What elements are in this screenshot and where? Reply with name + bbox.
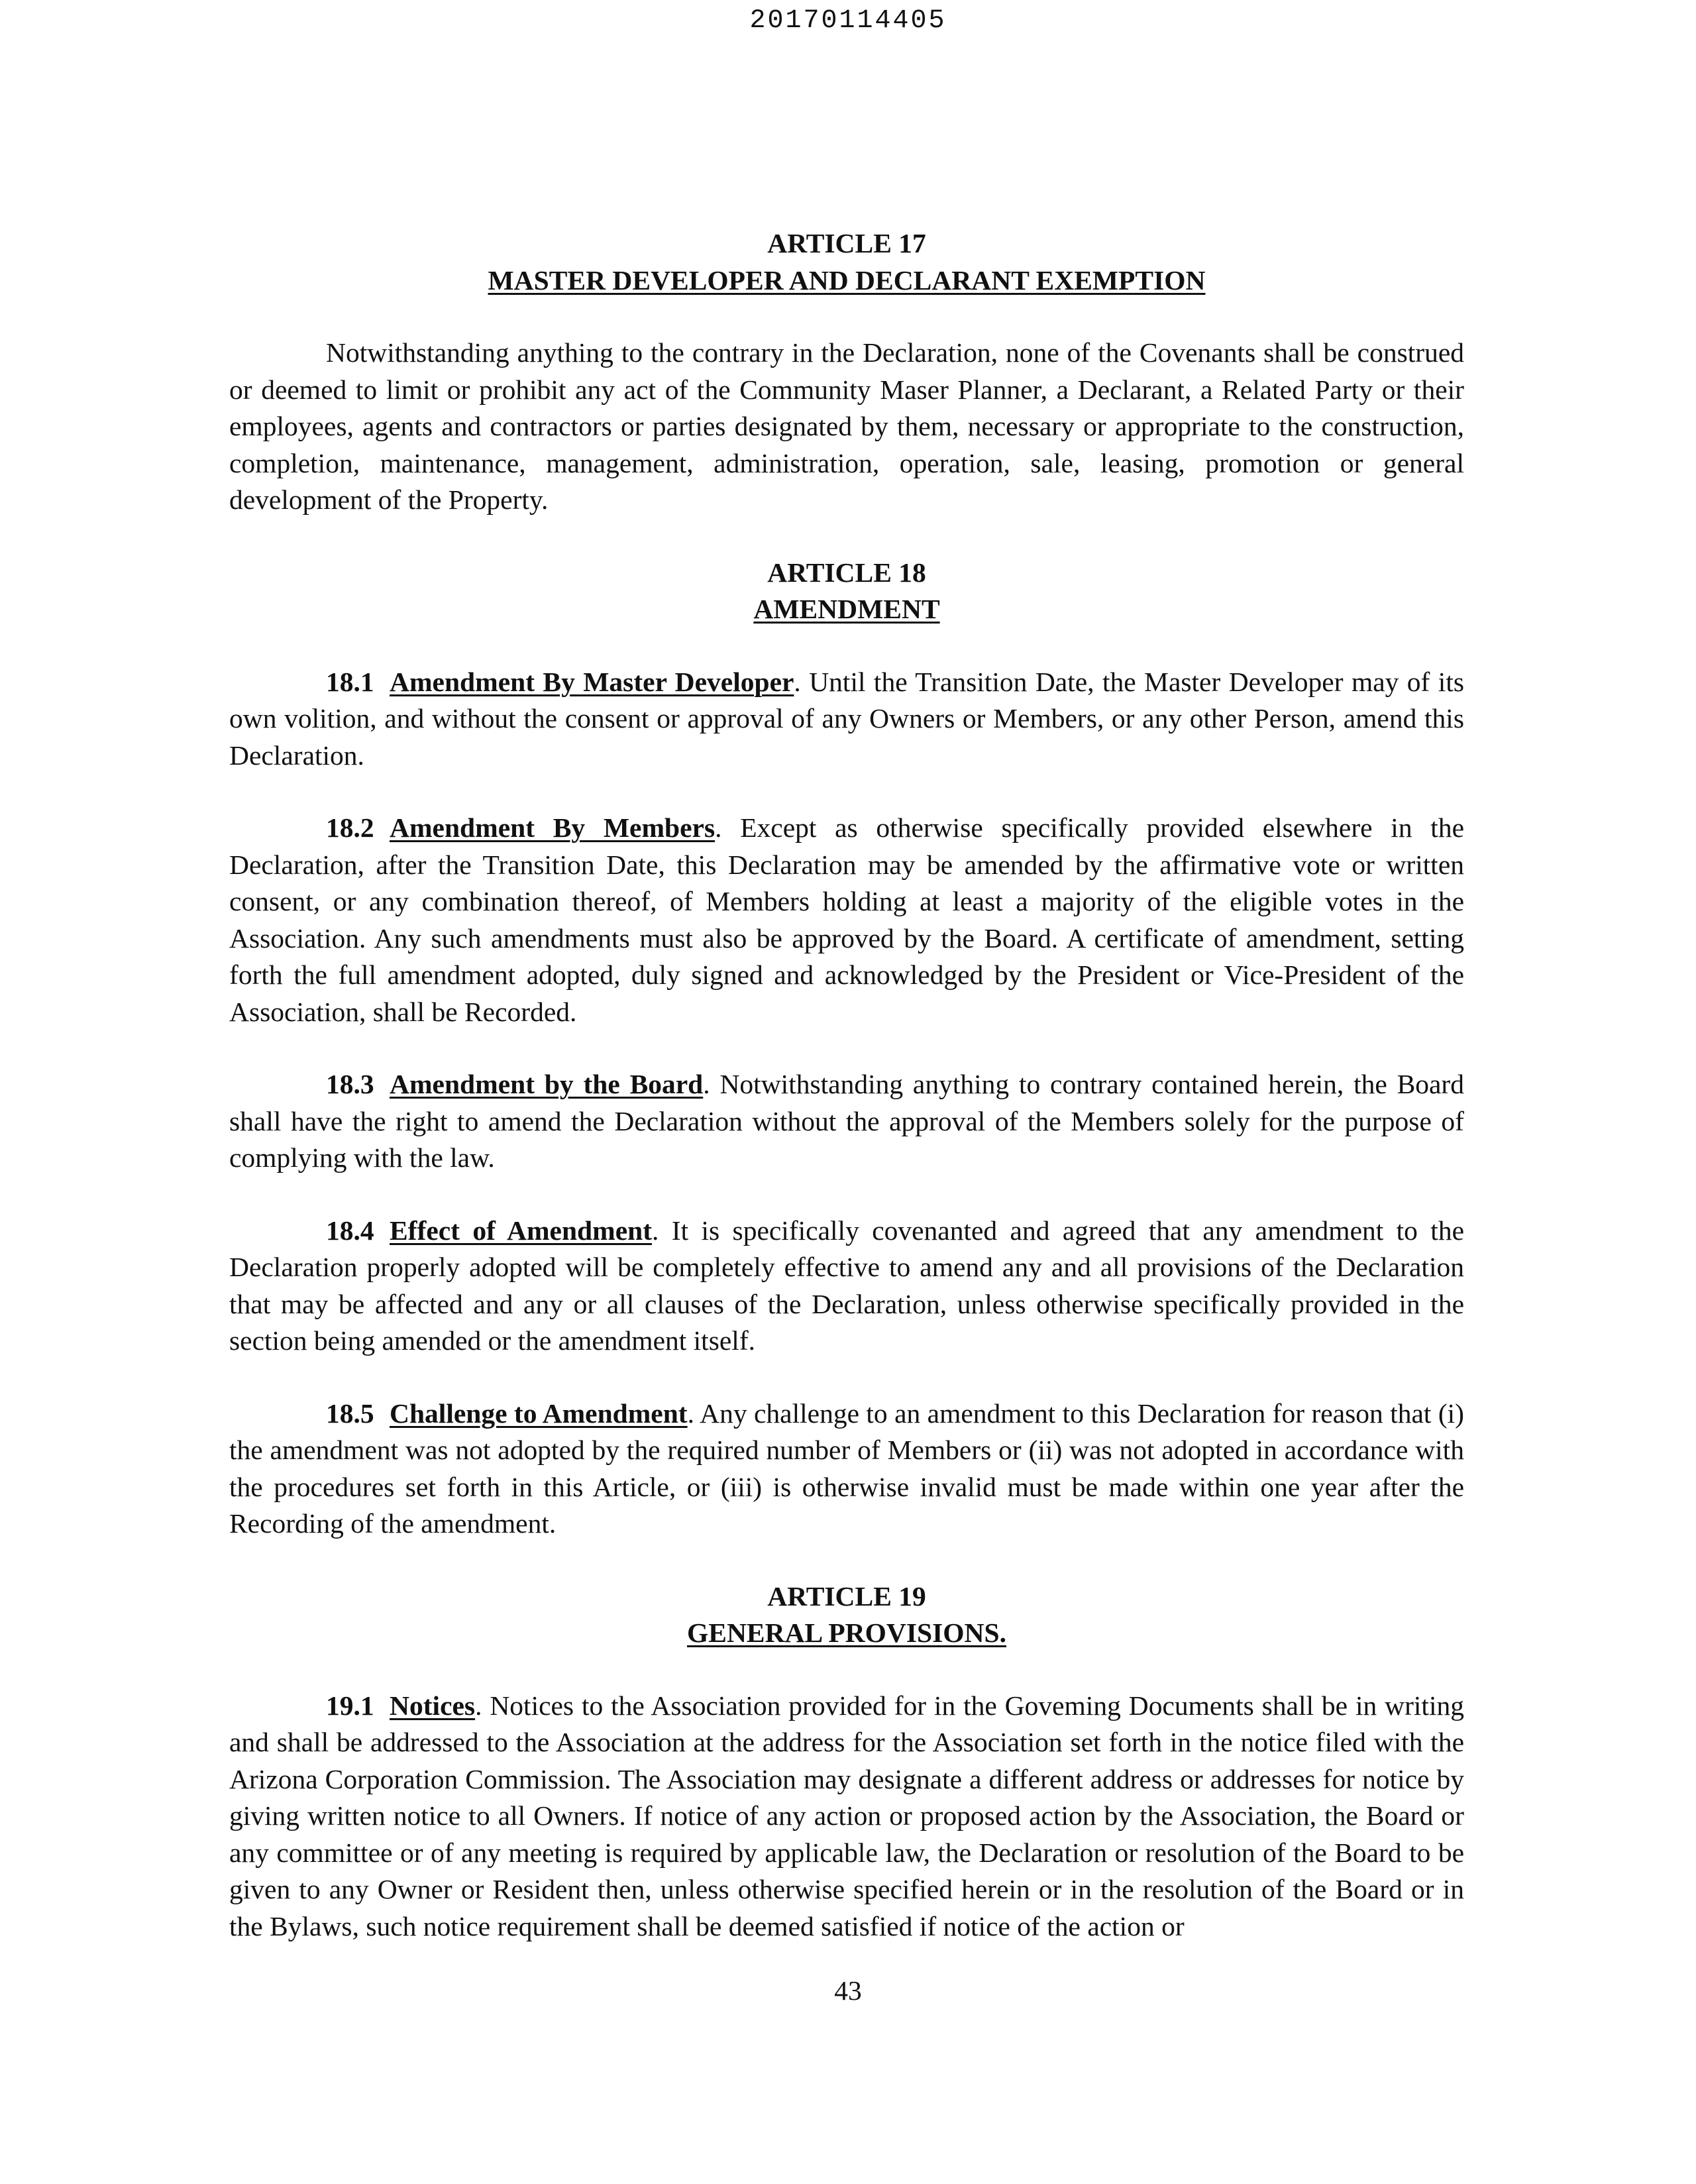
section-18-5 xyxy=(229,1395,1464,1543)
article-19-heading xyxy=(229,1578,1464,1652)
section-text: . Notwithstanding anything to contrary contained herein, the Board shall have the right to amend the Declaration without the approval of the Members solely for the purpose of complying with the law. xyxy=(229,1069,1465,1173)
section-title: Notices xyxy=(390,1690,476,1721)
article-19-label: ARTICLE 19 xyxy=(767,1580,926,1611)
section-number: 18.3 xyxy=(326,1069,374,1099)
section-title: Amendment by the Board xyxy=(390,1069,704,1099)
section-text: . Until the Transition Date, the Master Developer may of its own volition, and without the consent or approval of any Owners or Members, or any other Person, amend this Declaration. xyxy=(229,666,1465,771)
page-number: 43 xyxy=(834,1975,862,2006)
section-text: . Notices to the Association provided for in the Goveming Documents shall be in writing and shall be addressed to the Association at the address for the Association set forth in the notice filed with the Arizona Corporation Commission. The Association may designate a different address or addresses for notice by giving written notice to all Owners. If notice of any action or proposed action by the Association, the Board or any committee or of any meeting is required by applicable law, the Declaration or resolution of the Board to be given to any Owner or Resident then, unless otherwise specified herein or in the resolution of the Board or in the Bylaws, such notice requirement shall be deemed satisfied if notice of the action or xyxy=(229,1690,1464,1941)
article-18-title: AMENDMENT xyxy=(753,594,940,624)
section-18-3 xyxy=(229,1066,1464,1177)
article-17-label: ARTICLE 17 xyxy=(767,228,926,258)
article-19-title: GENERAL PROVISIONS. xyxy=(687,1617,1006,1648)
section-18-1 xyxy=(229,664,1464,775)
article-18-heading xyxy=(229,555,1464,628)
section-text: . It is specifically covenanted and agreed that any amendment to the Declaration properly adopted will be completely effective to amend any and all provisions of the Declaration that may be affected and any or all clauses of the Declaration, unless otherwise specifically provided in the section being amended or the amendment itself. xyxy=(229,1215,1465,1356)
document-number: 20170114405 xyxy=(749,6,947,36)
section-number: 18.4 xyxy=(326,1215,374,1246)
section-text: . Except as otherwise specifically provided elsewhere in the Declaration, after the Transition Date, this Declaration may be amended by the affirmative vote or written consent, or any combination thereof, of Members holding at least a majority of the eligible votes in the Association. Any such amendments must also be approved by the Board. A certificate of amendment, setting forth the full amendment adopted, duly signed and acknowledged by the President or Vice-President of the Association, shall be Recorded. xyxy=(229,812,1465,1027)
article-17-title: MASTER DEVELOPER AND DECLARANT EXEMPTION xyxy=(488,264,1206,296)
section-title: Challenge to Amendment xyxy=(390,1397,688,1429)
section-19-1 xyxy=(229,1688,1464,1945)
section-18-4 xyxy=(229,1213,1464,1360)
section-title: Effect of Amendment xyxy=(390,1215,653,1246)
section-number: 19.1 xyxy=(326,1690,374,1721)
section-title: Amendment By Master Developer xyxy=(390,666,794,697)
article-17-body: Notwithstanding anything to the contrary in the Declaration, none of the Covenants shall be construed or deemed to limit or prohibit any act of the Community Maser Planner, a Declarant, a Related Party or their employees, agents and contractors or parties designated by them, necessary or appropriate to the construction, completion, maintenance, management, administration, operation, sale, leasing, promotion or general development of the Property. xyxy=(229,337,1464,515)
section-title: Amendment By Members xyxy=(390,812,716,843)
page-content xyxy=(229,225,1464,1945)
article-17-heading xyxy=(229,225,1464,299)
section-number: 18.5 xyxy=(326,1397,374,1429)
section-number: 18.1 xyxy=(326,666,374,697)
section-number: 18.2 xyxy=(326,812,374,843)
section-18-2 xyxy=(229,810,1464,1030)
article-18-label: ARTICLE 18 xyxy=(767,557,926,588)
section-text: . Any challenge to an amendment to this Declaration for reason that (i) the amendment was not adopted by the required number of Members or (ii) was not adopted in accordance with the procedures set forth in this Article, or (iii) is otherwise invalid must be made within one year after the Recording of the amendment. xyxy=(229,1397,1464,1539)
